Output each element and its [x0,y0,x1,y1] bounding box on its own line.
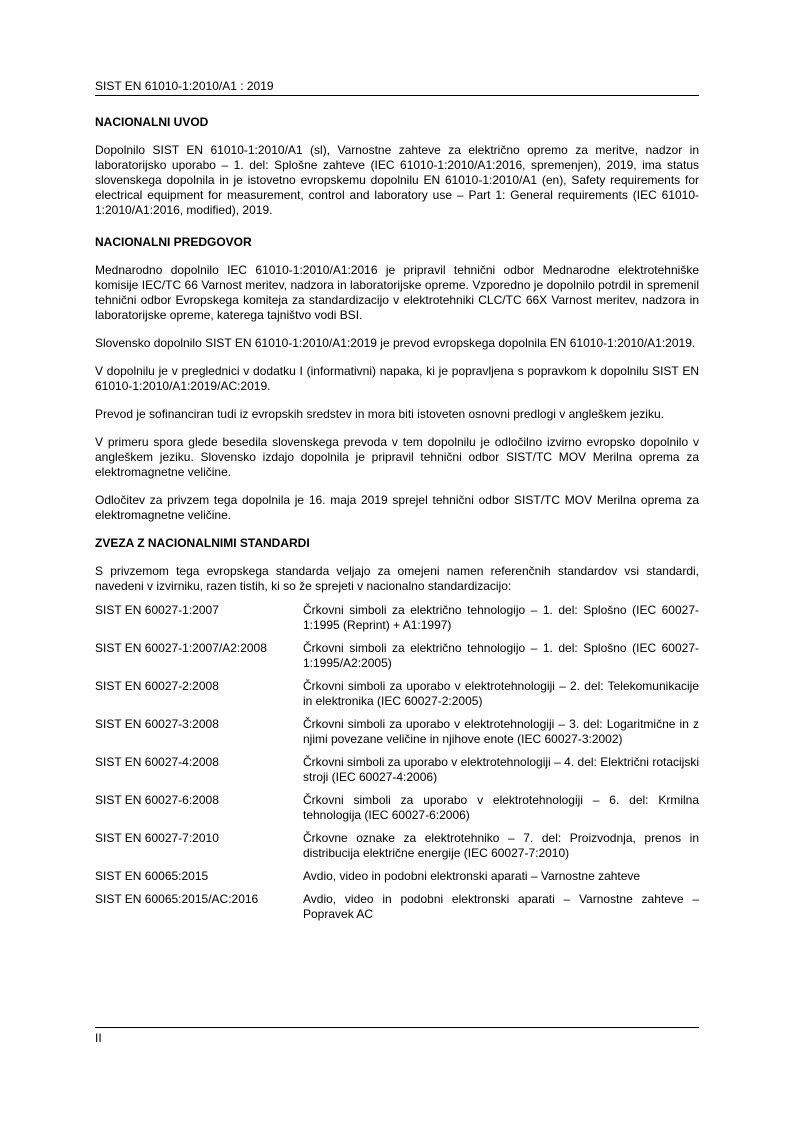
standard-code: SIST EN 60065:2015 [95,869,209,883]
paragraph: Mednarodno dopolnilo IEC 61010-1:2010/A1:2016 je pripravil tehnični odbor Mednarodne elektrotehniške komisije IEC/TC 66 Varnost meritev, nadzora in laboratorijske opreme. Vzporedno je dopolnilo potrdil in spremenil tehnični odbor Evropskega komiteja za standardizacijo v elektrotehniki CLC/TC 66X Varnost meritev, nadzora in laboratorijske opreme, katerega tajništvo vodi BSI. [95,263,699,322]
standard-code: SIST EN 60027-1:2007/A2:2008 [95,641,267,655]
paragraph: V dopolnilu je v preglednici v dodatku I (informativni) napaka, ki je popravljena s popravkom k dopolnilu SIST EN 61010-1:2010/A1:2019/AC:2019. [95,364,699,393]
section-nacionalni-uvod [95,115,699,218]
page-number: II [95,1031,102,1045]
paragraph: Odločitev za privzem tega dopolnila je 16. maja 2019 sprejel tehnični odbor SIST/TC MOV Merilna oprema za elektromagnetne veličine. [95,493,699,522]
header-rule [95,95,699,96]
standard-code: SIST EN 60027-7:2010 [95,831,219,845]
standard-code: SIST EN 60027-3:2008 [95,717,219,731]
table-row [95,755,699,793]
table-row [95,717,699,755]
standard-title: Črkovne oznake za elektrotehniko – 7. del: Proizvodnja, prenos in distribucija električne energije (IEC 60027-7:2010) [303,831,699,860]
standard-title: Črkovni simboli za uporabo v elektrotehnologiji – 2. del: Telekomunikacije in elektronika (IEC 60027-2:2005) [303,679,699,708]
standard-title: Črkovni simboli za uporabo v elektrotehnologiji – 6. del: Krmilna tehnologija (IEC 60027-6:2006) [303,793,699,822]
reference-table [95,603,699,930]
section-nacionalni-predgovor [95,235,699,523]
standard-code: SIST EN 60027-6:2008 [95,793,219,807]
standard-code: SIST EN 60027-1:2007 [95,603,219,617]
page-content [95,115,699,930]
paragraph: Dopolnilo SIST EN 61010-1:2010/A1 (sl), Varnostne zahteve za električno opremo za meritve, nadzor in laboratorijsko uporabo – 1. del: Splošne zahteve (IEC 61010-1:2010/A1:2016, spremenjen), 2019, ima status slovenskega dopolnila in je istovetno evropskemu dopolnilu EN 61010-1:2010/A1 (en), Safety requirements for electrical equipment for measurement, control and laboratory use – Part 1: General requirements (IEC 61010-1:2010/A1:2016, modified), 2019. [95,143,699,217]
section-zveza-standardi [95,536,699,930]
paragraph: S privzemom tega evropskega standarda veljajo za omejeni namen referenčnih standardov vsi standardi, navedeni v izvirniku, razen tistih, ki so že sprejeti v nacionalno standardizacijo: [95,564,699,593]
running-header: SIST EN 61010-1:2010/A1 : 2019 [95,79,274,93]
table-row [95,641,699,679]
section-heading: NACIONALNI UVOD [95,115,209,129]
paragraph: Slovensko dopolnilo SIST EN 61010-1:2010/A1:2019 je prevod evropskega dopolnila EN 61010-1:2010/A1:2019. [95,336,696,350]
table-row [95,869,699,892]
table-row [95,679,699,717]
standard-title: Avdio, video in podobni elektronski aparati – Varnostne zahteve – Popravek AC [303,892,699,921]
document-page [95,0,699,1122]
standard-title: Črkovni simboli za električno tehnologijo – 1. del: Splošno (IEC 60027-1:1995 (Reprint) + A1:1997) [303,603,699,632]
standard-code: SIST EN 60027-2:2008 [95,679,219,693]
footer-rule [95,1027,699,1028]
table-row [95,793,699,831]
table-row [95,831,699,869]
standard-title: Črkovni simboli za uporabo v elektrotehnologiji – 3. del: Logaritmične in z njimi povezane veličine in njihove enote (IEC 60027-3:2002) [303,717,699,746]
standard-title: Črkovni simboli za električno tehnologijo – 1. del: Splošno (IEC 60027-1:1995/A2:2005) [303,641,699,670]
table-row [95,603,699,641]
table-row [95,892,699,930]
paragraph: Prevod je sofinanciran tudi iz evropskih sredstev in mora biti istoveten osnovni predlogi v angleškem jeziku. [95,407,664,421]
standard-title: Črkovni simboli za uporabo v elektrotehnologiji – 4. del: Električni rotacijski stroji (IEC 60027-4:2006) [303,755,699,784]
paragraph: V primeru spora glede besedila slovenskega prevoda v tem dopolnilu je odločilno izvirno evropsko dopolnilo v angleškem jeziku. Slovensko izdajo dopolnila je pripravil tehnični odbor SIST/TC MOV Merilna oprema za elektromagnetne veličine. [95,435,699,479]
standard-code: SIST EN 60065:2015/AC:2016 [95,892,259,906]
standard-code: SIST EN 60027-4:2008 [95,755,219,769]
section-heading: ZVEZA Z NACIONALNIMI STANDARDI [95,536,310,550]
standard-title: Avdio, video in podobni elektronski aparati – Varnostne zahteve [303,869,641,883]
section-heading: NACIONALNI PREDGOVOR [95,235,252,249]
